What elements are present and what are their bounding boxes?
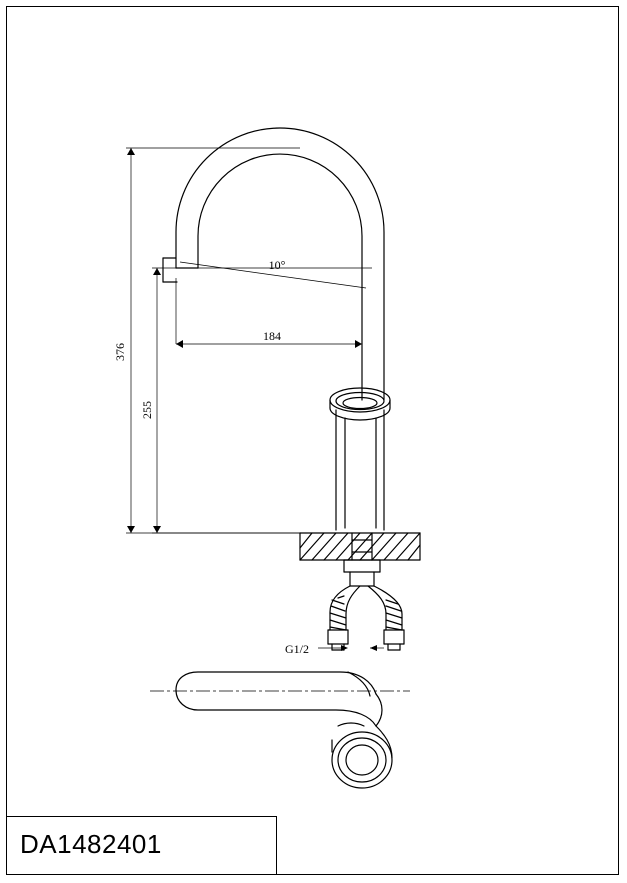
faucet-body-column	[336, 410, 384, 530]
dimension-lines	[126, 148, 384, 651]
dimension-overall-height-label: 376	[113, 343, 127, 361]
model-code: DA1482401	[20, 829, 162, 859]
title-block	[6, 816, 277, 875]
spout-outlet-tip	[163, 258, 198, 282]
supply-hose-right	[368, 586, 402, 630]
dimension-outlet-angle-label: 10°	[268, 258, 286, 272]
top-view-body-ring	[332, 723, 392, 788]
deck-mount-section	[300, 533, 420, 560]
supply-hose-left	[330, 586, 360, 630]
mounting-nut	[344, 560, 380, 586]
dimension-spout-height-label: 255	[140, 401, 154, 419]
hose-connector-right	[384, 630, 404, 650]
handle-ring-detail	[330, 388, 390, 420]
dimension-inlet-thread-label: G1/2	[285, 642, 309, 656]
dimension-spout-reach-label: 184	[263, 329, 281, 343]
top-view-spout	[176, 672, 382, 726]
